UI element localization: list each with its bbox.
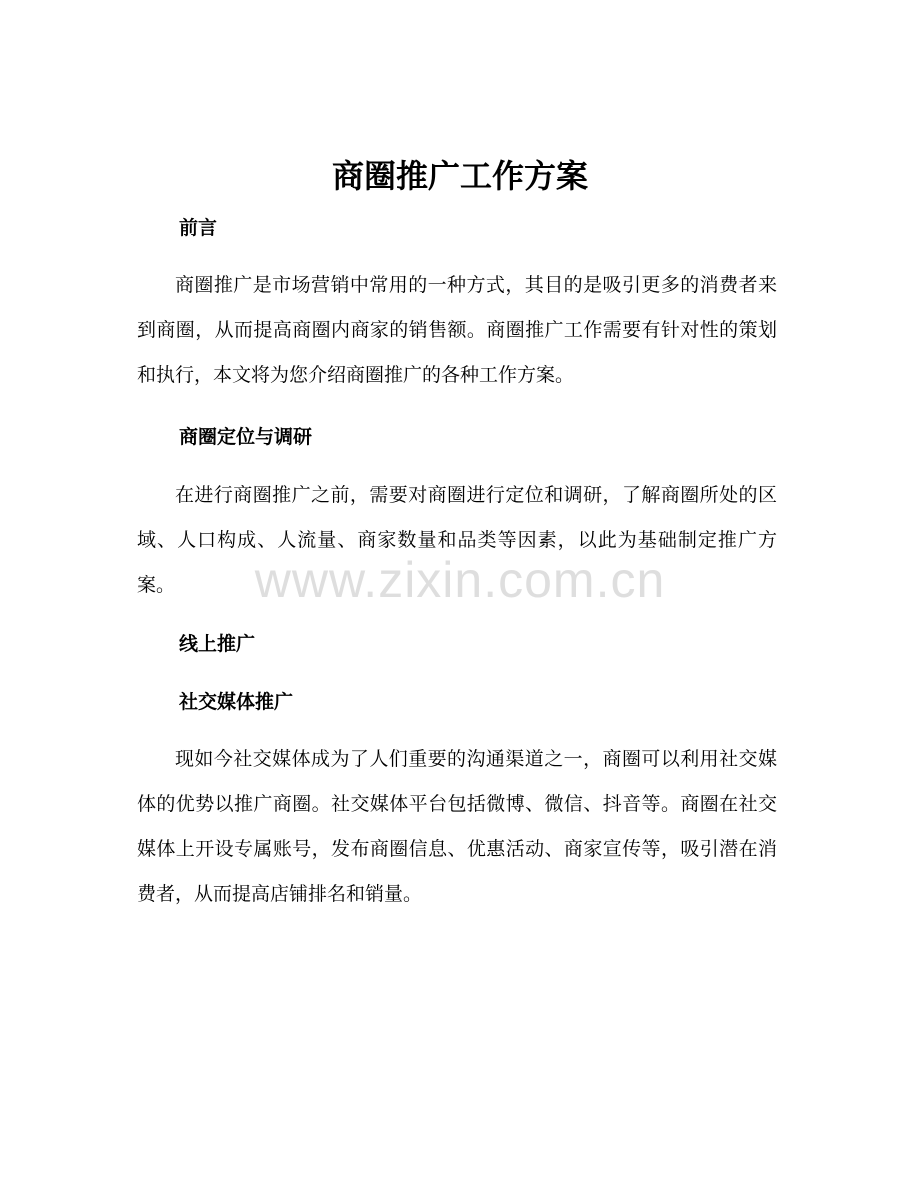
section-paragraph-social-media: 现如今社交媒体成为了人们重要的沟通渠道之一，商圈可以利用社交媒体的优势以推广商圈。社交媒体平台包括微博、微信、抖音等。商圈在社交媒体上开设专属账号，发布商圈信息、优惠活动、商家宣传等，吸引潜在消费者，从而提高店铺排名和销量。	[137, 748, 777, 905]
section-paragraph-preface: 商圈推广是市场营销中常用的一种方式，其目的是吸引更多的消费者来到商圈，从而提高商圈内商家的销售额。商圈推广工作需要有针对性的策划和执行，本文将为您介绍商圈推广的各种工作方案。	[137, 274, 777, 386]
section-paragraph-positioning: 在进行商圈推广之前，需要对商圈进行定位和调研，了解商圈所处的区域、人口构成、人流量、商家数量和品类等因素，以此为基础制定推广方案。	[137, 484, 777, 596]
section-heading-positioning: 商圈定位与调研	[179, 426, 313, 448]
section-heading-online: 线上推广	[179, 633, 256, 655]
section-heading-social-media: 社交媒体推广	[179, 691, 294, 713]
section-heading-preface: 前言	[179, 217, 218, 239]
document-title: 商圈推广工作方案	[331, 157, 588, 195]
watermark: www.zixin.com.cn	[254, 552, 666, 608]
